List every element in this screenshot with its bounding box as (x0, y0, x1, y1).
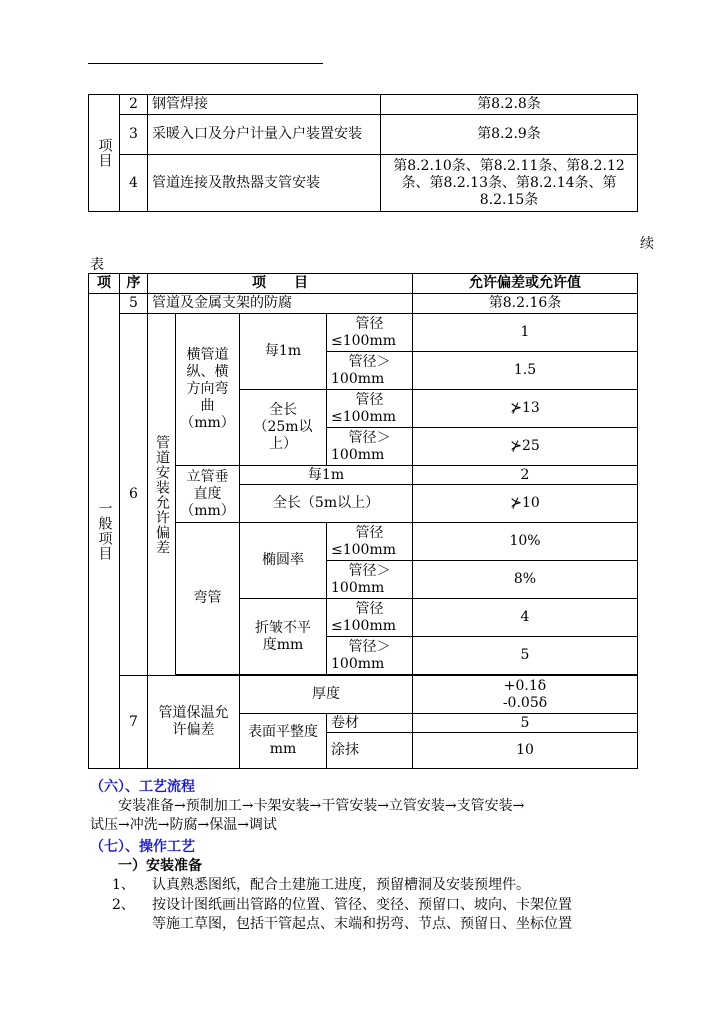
value: ⊁25 (413, 428, 638, 466)
row-ref: 第8.2.10条、第8.2.11条、第8.2.12条、第8.2.13条、第8.2.14条、第8.2.15条 (381, 155, 638, 212)
per-1m-label: 每1m (240, 314, 327, 390)
continued-label-2: 表 (90, 257, 104, 273)
cond-le-100: 管径≤100mm (327, 523, 413, 561)
cond-gt-100: 管径＞100mm (327, 561, 413, 599)
cond-le-100: 管径≤100mm (327, 390, 413, 428)
vertical-pipe-label: 立管垂直度（mm） (176, 466, 240, 523)
vert-per-1m-label: 每1m (240, 466, 413, 485)
cond-gt-100: 管径＞100mm (327, 637, 413, 675)
row-item: 采暖入口及分户计量入户装置安装 (148, 115, 381, 155)
value: 10 (413, 733, 638, 769)
section-7-title: （七）、操作工艺 (90, 839, 195, 855)
fold-label: 折皱不平度mm (240, 599, 327, 675)
table-main-items (88, 94, 638, 212)
table-tolerance (88, 273, 638, 769)
row-no: 2 (120, 95, 148, 115)
row-item: 管道连接及散热器支管安装 (148, 155, 381, 212)
row-no: 7 (120, 676, 148, 769)
list-item-text: 按设计图纸画出管路的位置、管径、变径、预留口、坡向、卡架位置 (152, 897, 572, 913)
value: 5 (413, 714, 638, 733)
section-6-line-2: 试压→冲洗→防腐→保温→调试 (90, 817, 277, 833)
value: 10% (413, 523, 638, 561)
continued-label: 续 (640, 236, 654, 252)
row7-label: 管道保温允许偏差 (148, 676, 240, 769)
group-label: 一般项目 (89, 294, 120, 769)
vert-full-length-label: 全长（5m以上） (240, 485, 413, 523)
value: ⊁13 (413, 390, 638, 428)
list-item-text: 认真熟悉图纸，配合土建施工进度，预留槽洞及安装预埋件。 (152, 877, 530, 893)
row6-label: 管道安装允许偏差 (148, 314, 176, 676)
header-item: 项 目 (148, 274, 413, 294)
cond-le-100: 管径≤100mm (327, 314, 413, 352)
row-item: 管道及金属支架的防腐 (148, 294, 413, 314)
cond-gt-100: 管径＞100mm (327, 428, 413, 466)
group-label: 项目 (89, 95, 120, 212)
value: 1.5 (413, 352, 638, 390)
value: 1 (413, 314, 638, 352)
full-length-25-label: 全长（25m以上） (240, 390, 327, 466)
cond-gt-100: 管径＞100mm (327, 352, 413, 390)
row-no: 6 (120, 314, 148, 676)
value: 2 (413, 466, 638, 485)
subsection-title: 一）安装准备 (118, 858, 202, 874)
header-xu: 序 (120, 274, 148, 294)
list-item-number: 2、 (112, 897, 135, 913)
value: ⊁10 (413, 485, 638, 523)
list-item-text-cont: 等施工草图，包括干管起点、末端和拐弯、节点、预留日、坐标位置 (152, 916, 572, 932)
row-item: 钢管焊接 (148, 95, 381, 115)
coat-label: 涂抹 (327, 733, 413, 769)
header-rule (88, 63, 323, 64)
value: 8% (413, 561, 638, 599)
cond-le-100: 管径≤100mm (327, 599, 413, 637)
row-value: 第8.2.16条 (413, 294, 638, 314)
list-item-number: 1、 (112, 877, 135, 893)
row-ref: 第8.2.9条 (381, 115, 638, 155)
flatness-label: 表面平整度mm (240, 714, 327, 769)
row-no: 3 (120, 115, 148, 155)
row-ref: 第8.2.8条 (381, 95, 638, 115)
value: 4 (413, 599, 638, 637)
horizontal-pipe-label: 横管道纵、横方向弯曲（mm） (176, 314, 240, 466)
section-6-line-1: 安装准备→预制加工→卡架安装→干管安装→立管安装→支管安装→ (118, 798, 525, 814)
header-tolerance: 允许偏差或允许值 (413, 274, 638, 294)
row-no: 4 (120, 155, 148, 212)
header-xiang: 项 (89, 274, 120, 294)
value: 5 (413, 637, 638, 675)
roll-label: 卷材 (327, 714, 413, 733)
value (413, 676, 638, 714)
row-no: 5 (120, 294, 148, 314)
ellipse-label: 椭圆率 (240, 523, 327, 599)
thickness-label: 厚度 (240, 676, 413, 714)
section-6-title: （六）、工艺流程 (90, 779, 195, 795)
value-plus: +0.1δ (503, 677, 547, 694)
bend-pipe-label: 弯管 (176, 523, 240, 675)
value-minus: -0.05δ (502, 694, 548, 711)
